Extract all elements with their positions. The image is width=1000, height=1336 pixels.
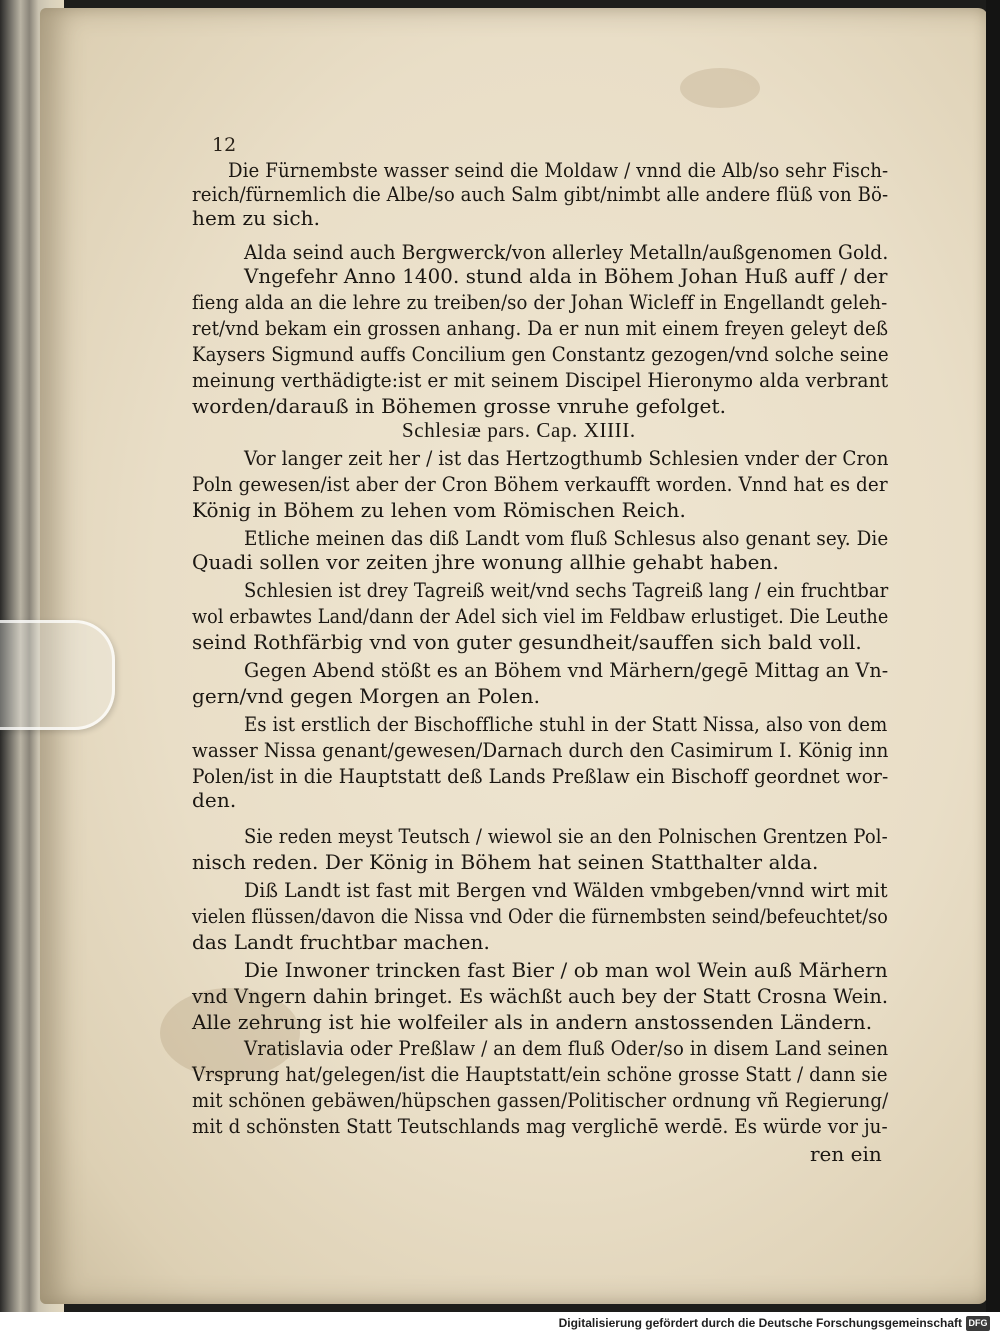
text-line: Vratislavia oder Preßlaw / an dem fluß Oder/so in disem Land seinen — [244, 1036, 889, 1060]
text-line: den. — [192, 788, 237, 812]
chapter-heading: Schlesiæ pars. Cap. XIIII. — [402, 418, 636, 442]
text-line: gern/vnd gegen Morgen an Polen. — [192, 684, 541, 708]
text-line: ret/vnd bekam ein grossen anhang. Da er nun mit einem freyen geleyt deß — [192, 316, 889, 340]
catchword: ren ein — [810, 1142, 882, 1166]
text-line: vielen flüssen/davon die Nissa vnd Oder die fürnembsten seind/befeuchtet/so — [192, 904, 888, 928]
text-line: Quadi sollen vor zeiten jhre wonung allhie gehabt haben. — [192, 550, 779, 574]
text-line: wol erbawtes Land/dann der Adel sich viel im Feldbaw erlustiget. Die Leuthe — [192, 604, 889, 628]
text-line: meinung verthädigte:ist er mit seinem Discipel Hieronymo alda verbrant — [192, 368, 889, 392]
page-clip — [0, 620, 115, 730]
dfg-logo: DFG — [966, 1316, 990, 1331]
text-line: Polen/ist in die Hauptstatt deß Lands Preßlaw ein Bischoff geordnet wor- — [192, 764, 889, 788]
text-line: Alle zehrung ist hie wolfeiler als in andern anstossenden Ländern. — [192, 1010, 873, 1034]
text-line: fieng alda an die lehre zu treiben/so der Johan Wicleff in Engellandt geleh- — [192, 290, 888, 314]
text-line: nisch reden. Der König in Böhem hat seinen Statthalter alda. — [192, 850, 819, 874]
footer — [0, 1312, 1000, 1336]
text-line: wasser Nissa genant/gewesen/Darnach durch den Casimirum I. König inn — [192, 738, 889, 762]
text-line: Vor langer zeit her / ist das Hertzogthumb Schlesien vnder der Cron — [244, 446, 889, 470]
text-line: Etliche meinen das diß Landt vom fluß Schlesus also genant sey. Die — [244, 526, 889, 550]
page-number: 12 — [212, 134, 237, 156]
page-stain — [680, 68, 760, 108]
text-line: Alda seind auch Bergwerck/von allerley Metalln/außgenomen Gold. — [244, 240, 889, 264]
text-line: worden/darauß in Böhemen grosse vnruhe gefolget. — [192, 394, 727, 418]
text-line: Die Inwoner trincken fast Bier / ob man wol Wein auß Märhern — [244, 958, 888, 982]
text-line: mit d schönsten Statt Teutschlands mag verglichē werdē. Es würde vor ju- — [192, 1114, 888, 1138]
text-line: Gegen Abend stößt es an Böhem vnd Märhern/gegē Mittag an Vn- — [244, 658, 889, 682]
text-line: Vrsprung hat/gelegen/ist die Hauptstatt/ein schöne grosse Statt / dann sie — [192, 1062, 888, 1086]
text-line: Es ist erstlich der Bischoffliche stuhl in der Statt Nissa, also von dem — [244, 712, 888, 736]
text-line: hem zu sich. — [192, 206, 321, 230]
text-line: Schlesien ist drey Tagreiß weit/vnd sechs Tagreiß lang / ein fruchtbar — [244, 578, 889, 602]
text-line: Die Fürnembste wasser seind die Moldaw / vnnd die Alb/so sehr Fisch- — [228, 158, 889, 182]
funding-credit: Digitalisierung gefördert durch die Deutsche Forschungsgemeinschaft — [558, 1316, 962, 1330]
text-line: mit schönen gebäwen/hüpschen gassen/Politischer ordnung vñ Regierung/ — [192, 1088, 889, 1112]
text-line: König in Böhem zu lehen vom Römischen Reich. — [192, 498, 686, 522]
text-line: Poln gewesen/ist aber der Cron Böhem verkaufft worden. Vnnd hat es der — [192, 472, 888, 496]
text-line: vnd Vngern dahin bringet. Es wächßt auch bey der Statt Crosna Wein. — [192, 984, 889, 1008]
text-line: Diß Landt ist fast mit Bergen vnd Wälden vmbgeben/vnnd wirt mit — [244, 878, 888, 902]
text-line: Kaysers Sigmund auffs Concilium gen Constantz gezogen/vnd solche seine — [192, 342, 889, 366]
text-line: reich/fürnemlich die Albe/so auch Salm gibt/nimbt alle andere flüß von Bö- — [192, 182, 889, 206]
scan-border — [986, 0, 1000, 1312]
text-line: das Landt fruchtbar machen. — [192, 930, 490, 954]
text-line: seind Rothfärbig vnd von guter gesundheit/sauffen sich bald voll. — [192, 630, 862, 654]
text-line: Vngefehr Anno 1400. stund alda in Böhem Johan Huß auff / der — [244, 264, 888, 288]
text-line: Sie reden meyst Teutsch / wiewol sie an den Polnischen Grentzen Pol- — [244, 824, 888, 848]
